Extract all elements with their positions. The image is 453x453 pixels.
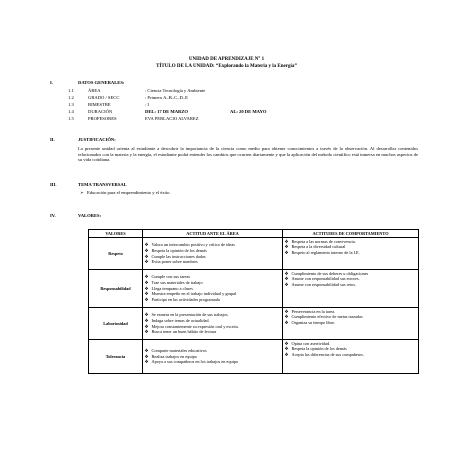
list-item-text: Asume con responsabilidad sus errores.: [291, 276, 360, 282]
diamond-bullet-icon: ❖: [284, 314, 289, 320]
value-name-cell: Laboriosidad: [89, 308, 143, 340]
diamond-bullet-icon: ❖: [284, 276, 289, 282]
row-number: 1.3: [68, 102, 74, 107]
diamond-bullet-icon: ❖: [144, 285, 149, 291]
table-row: [89, 270, 419, 308]
diamond-bullet-icon: ❖: [144, 247, 149, 253]
list-item-text: Cumple las instrucciones dadas: [151, 253, 206, 259]
table-header-row: [89, 230, 419, 238]
section-title-tema: TEMA TRANSVERSAL: [78, 182, 127, 187]
row-number: 1.2: [68, 95, 74, 100]
diamond-bullet-icon: ❖: [284, 244, 289, 250]
diamond-bullet-icon: ❖: [284, 319, 289, 325]
list-item-text: Valora un intercambio positivo y crítico de ideas: [151, 242, 235, 248]
row-label: GRADO / SECC: [88, 95, 120, 100]
list-item-text: Respeta a las normas de convivencia.: [291, 238, 356, 244]
row-value-end: AL: 20 DE MAYO: [230, 109, 267, 114]
list-item: [145, 359, 281, 365]
list-item: [145, 259, 281, 265]
area-attitudes-cell: [143, 238, 283, 270]
list-item-text: Apoya a sus compañeros en los trabajos en equipo: [151, 359, 239, 365]
row-value: DEL: 17 DE MARZO: [145, 109, 189, 114]
row-number: 1.1: [68, 88, 74, 93]
section-title-general: DATOS GENERALES:: [78, 80, 125, 85]
list-item-text: Cumple con sus tareas: [151, 274, 191, 280]
table-row: [89, 340, 419, 374]
behavior-attitudes-cell: [283, 308, 419, 340]
diamond-bullet-icon: ❖: [284, 308, 289, 314]
diamond-bullet-icon: ❖: [284, 281, 289, 287]
value-name-cell: Responsabilidad: [89, 270, 143, 308]
values-table-body: [89, 238, 419, 374]
section-number-valores: IV.: [50, 213, 56, 218]
behavior-attitudes-cell: [283, 270, 419, 308]
diamond-bullet-icon: ❖: [284, 249, 289, 255]
diamond-bullet-icon: ❖: [144, 274, 149, 280]
list-item-text: Muestra empeño en el trabajo individual y grupal: [151, 291, 237, 297]
diamond-bullet-icon: ❖: [144, 353, 149, 359]
tema-bullet-text: Educación para el emprendimiento y el éxito.: [87, 190, 171, 195]
list-item-text: Participa en las actividades programada: [151, 297, 220, 302]
diamond-bullet-icon: ❖: [144, 323, 149, 329]
diamond-bullet-icon: ❖: [284, 346, 289, 352]
diamond-bullet-icon: ❖: [144, 297, 149, 302]
list-item: [285, 320, 417, 326]
row-label: ÁREA: [88, 88, 101, 93]
row-value: EVA PERLACIO ALVAREZ: [145, 116, 199, 121]
section-title-justificacion: JUSTIFICACIÓN:: [78, 137, 116, 142]
diamond-bullet-icon: ❖: [144, 291, 149, 297]
list-item-text: Se esmera en la presentación de sus trabajos.: [151, 312, 229, 318]
list-item-text: Realiza trabajos en equipo: [151, 353, 197, 359]
diamond-bullet-icon: ❖: [144, 312, 149, 318]
diamond-bullet-icon: ❖: [144, 347, 149, 353]
section-number-general: I.: [50, 80, 53, 85]
general-row: [0, 109, 453, 116]
list-item-text: Asume con responsabilidad sus retos.: [291, 281, 357, 287]
list-item-text: Cumplimiento de sus deberes u obligaciones: [291, 270, 369, 276]
unit-subtitle: TÍTULO DE LA UNIDAD: “Explorando la Materia y la Energía”: [156, 64, 297, 69]
list-item-text: Busca tener un buen hábito de lectura: [151, 329, 217, 335]
diamond-bullet-icon: ❖: [144, 317, 149, 323]
list-item-text: Comparte materiales educativos: [151, 347, 207, 353]
diamond-bullet-icon: ❖: [144, 279, 149, 285]
header-actitud-area: ACTITUD ANTE EL ÁREA: [143, 230, 283, 238]
list-item-text: Acepta las diferencias de sus compañeros.: [291, 351, 365, 357]
diamond-bullet-icon: ❖: [284, 340, 289, 346]
table-row: [89, 238, 419, 270]
diamond-bullet-icon: ❖: [284, 351, 289, 357]
row-value: : Ciencia Tecnología y Ambiente: [145, 88, 206, 93]
diamond-bullet-icon: ❖: [144, 253, 149, 259]
row-label: PROFESORES: [88, 116, 117, 121]
diamond-bullet-icon: ❖: [144, 242, 149, 248]
general-row: [0, 116, 453, 123]
diamond-bullet-icon: ❖: [144, 259, 149, 265]
behavior-attitudes-cell: [283, 238, 419, 270]
list-item-text: Evita poner sobre nombres: [151, 259, 198, 265]
area-attitudes-cell: [143, 308, 283, 340]
row-label: DURACIÓN: [88, 109, 113, 114]
values-table: [88, 229, 419, 374]
header-actitudes-comportamiento: ACTITUDES DE COMPORTAMIENTO: [283, 230, 419, 238]
general-row: [0, 95, 453, 102]
value-name-cell: Respeto: [89, 238, 143, 270]
list-item-text: Perseverancia en la tarea.: [291, 308, 336, 314]
row-label: BIMESTRE: [88, 102, 111, 107]
diamond-bullet-icon: ❖: [144, 329, 149, 335]
list-item-text: Mejora constantemente su expresión oral y escrita.: [151, 323, 239, 329]
unit-title: UNIDAD DE APRENDIZAJE N° 1: [188, 57, 265, 62]
row-value: : I: [145, 102, 149, 107]
section-number-tema: III.: [50, 182, 57, 187]
value-name-cell: Tolerancia: [89, 340, 143, 374]
row-number: 1.4: [68, 109, 74, 114]
list-item-text: Respeta la opinión de los demás: [151, 247, 207, 253]
list-item-text: Cumplimiento efectivo de metas trazadas: [291, 314, 363, 320]
list-item-text: Trae sus materiales de trabajo: [151, 279, 203, 285]
diamond-bullet-icon: ❖: [284, 270, 289, 276]
header-valores: VALORES: [89, 230, 143, 238]
general-row: [0, 102, 453, 109]
list-item-text: Llega temprano a clases: [151, 285, 193, 291]
list-item-text: Opina con asertividad.: [291, 340, 331, 346]
area-attitudes-cell: [143, 270, 283, 308]
section-number-justificacion: II.: [50, 137, 55, 142]
justificacion-paragraph: La presente unidad orienta al estudiante a descubrir la importancia de la ciencia como medio para obtener conocimientos a través de la observación. Al desarrollar contenidos relacionados con la materia y la energía, el estudiante podrá entender los cambios que ocurren diariamente y que la aplicación del método científico está inmersa en muchos aspectos de su vida cotidiana.: [78, 146, 418, 163]
list-item: [145, 329, 281, 335]
section-title-valores: VALORES:: [78, 213, 102, 218]
table-row: [89, 308, 419, 340]
list-item-text: Indaga sobre temas de actualidad.: [151, 317, 210, 323]
general-row: [0, 88, 453, 95]
list-item-text: Respeto al reglamento interno de la I.E.: [291, 249, 360, 255]
area-attitudes-cell: [143, 340, 283, 374]
behavior-attitudes-cell: [283, 340, 419, 374]
row-number: 1.5: [68, 116, 74, 121]
list-item: [285, 352, 417, 358]
diamond-bullet-icon: ❖: [284, 238, 289, 244]
diamond-bullet-icon: ❖: [144, 359, 149, 365]
list-item-text: Respeta a la diversidad cultural: [291, 244, 346, 250]
list-item-text: Respeta la opinión de los demás: [291, 346, 347, 352]
row-value: : Primero A–B–C–D–E: [145, 95, 188, 100]
list-item: [285, 282, 417, 288]
arrow-bullet-icon: ➢: [80, 190, 84, 195]
list-item: [285, 250, 417, 256]
list-item-text: Organiza su tiempo libre.: [291, 319, 336, 325]
list-item: [145, 297, 281, 303]
